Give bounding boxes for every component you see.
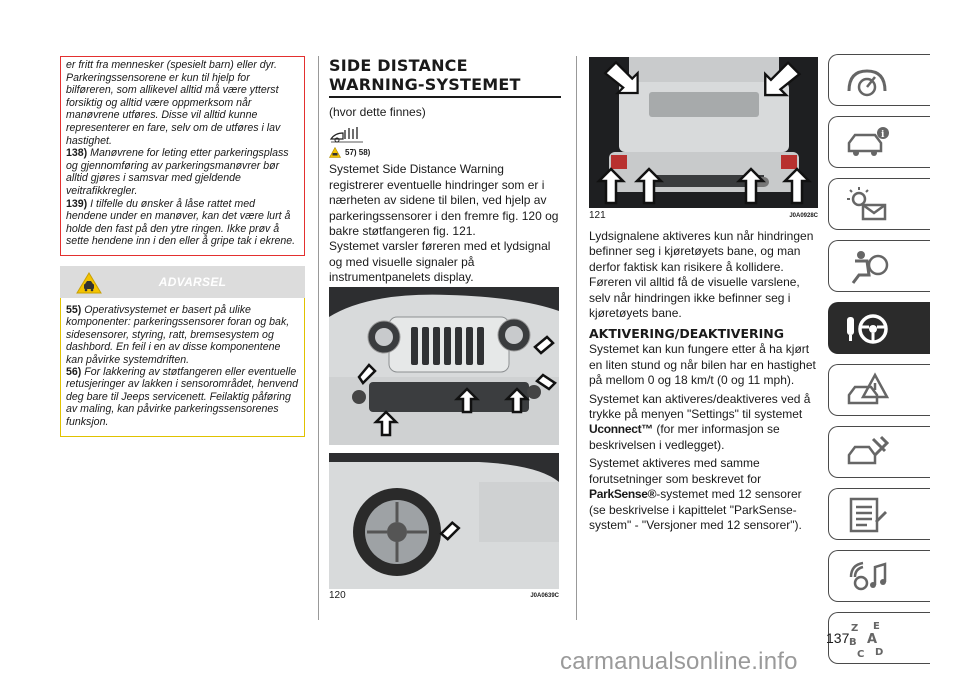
vehicle-version-icon <box>329 125 369 145</box>
note-text: I tilfelle du ønsker å låse rattet med hendene under en manøver, kan det være lurt å holde den fast på den ytre ringen. Ikke prøv å sette hendene inn i den eller å gripe tak i ekrene. <box>66 197 296 248</box>
jeep-front-photo <box>329 287 559 589</box>
activation-subtitle: AKTIVERING/DEAKTIVERING <box>589 326 784 342</box>
nav-tab-dashboard[interactable] <box>828 54 930 106</box>
jeep-rear-photo <box>589 57 818 208</box>
maintenance-icon <box>845 433 889 473</box>
middle-column <box>329 56 561 286</box>
technical-data-icon <box>845 495 889 535</box>
index-letter: E <box>873 621 880 632</box>
warning-refs <box>329 147 561 158</box>
figure-number: 121 <box>589 210 606 221</box>
note-num: 139) <box>66 197 88 210</box>
right-column <box>589 229 821 533</box>
note-intro: er fritt fra mennesker (spesielt barn) eller dyr. Parkeringssensorene er kun til hjelp for bilføreren, som allikevel alltid må være ytterst forsiktig og alltid være oppmerksom når manøvrene utføres. Disse vil alltid kunne representerer en fare, selv om de utføres i lav hastighet. <box>66 59 281 147</box>
index-letter: C <box>857 649 865 659</box>
airbag-icon <box>845 247 889 287</box>
warning-triangle-icon <box>329 147 341 158</box>
index-letter: A <box>867 632 878 647</box>
accident-icon <box>845 371 889 411</box>
note-text: Manøvrene for leting etter parkeringsplass og gjennomføring av parkeringsmanøvrer bør alltid gjøres i samsvar med gjeldende veitrafikkregler. <box>66 147 289 197</box>
note-num: 138) <box>66 147 88 160</box>
uconnect-label: Uconnect™ <box>589 422 653 437</box>
index-icon <box>845 619 889 659</box>
title-rule <box>329 96 561 98</box>
warning-header <box>60 266 305 298</box>
section-paragraph-1: Systemet Side Distance Warning registrerer eventuelle hindringer som er i nærheten av sidene til bilen, ved hjelp av parkeringssensorer i den fremre fig. 120 og bakre støtfangeren fig. 121. <box>329 162 559 239</box>
chapter-nav <box>828 54 930 674</box>
warning-text: For lakkering av støtfangeren eller eventuelle retusjeringer av lakken i sensorområdet, henvend deg bare til Jeeps servicenett. Feilaktig påføring av maling, kan påvirke parkeringssensorenes funksjon. <box>66 365 299 428</box>
nav-tab-safety[interactable] <box>828 240 930 292</box>
warning-item-56 <box>66 366 299 428</box>
col3-paragraph-5 <box>589 456 821 533</box>
warning-item-55 <box>66 304 299 366</box>
figure-number: 120 <box>329 590 346 601</box>
page-number: 137 <box>826 630 850 646</box>
nav-tab-multimedia[interactable] <box>828 550 930 602</box>
note-item-138 <box>66 147 299 197</box>
index-letter: D <box>875 647 884 658</box>
section-paragraph-2: Systemet varsler føreren med et lydsignal og med visuelle signaler på instrumentpanelets display. <box>329 239 551 285</box>
multimedia-icon <box>845 557 889 597</box>
nav-tab-driving[interactable] <box>828 302 930 354</box>
col3-paragraph-2: Føreren vil alltid få de visuelle varslene, selv når hindringen ikke befinner seg i kjøretøyets bane. <box>589 275 800 321</box>
left-column <box>60 56 305 437</box>
dashboard-icon <box>845 61 889 101</box>
warning-text: Operativsystemet er basert på ulike komponenter: parkeringssensorer foran og bak, sidesensorer, styring, ratt, bremsesystem og dashbord. En feil i en av disse komponentene kan påvirke systemdriften. <box>66 303 290 366</box>
col3-paragraph-4 <box>589 392 821 454</box>
nav-tab-warning-lights[interactable] <box>828 178 930 230</box>
column-divider <box>576 56 577 620</box>
nav-tab-emergency[interactable] <box>828 364 930 416</box>
availability-text: (hvor dette finnes) <box>329 105 426 119</box>
figure-120-photo <box>329 287 559 589</box>
figure-121-caption <box>589 210 818 221</box>
p5-text: Systemet aktiveres med samme forutsetninger som beskrevet for <box>589 456 762 486</box>
section-title: SIDE DISTANCE WARNING-SYSTEMET <box>329 56 521 94</box>
col3-paragraph-3: Systemet kan kun fungere etter å ha kjørt en liten stund og når bilen har en hastighet på mellom 0 og 18 km/t (0 og 11 mph). <box>589 342 816 388</box>
column-divider <box>318 56 319 620</box>
index-letter: Z <box>851 623 859 634</box>
index-letter: B <box>849 637 857 648</box>
figure-code: J0A0928C <box>789 213 818 219</box>
watermark: carmanualsonline.info <box>560 648 798 675</box>
parksense-label: ParkSense® <box>589 487 657 502</box>
warning-title: ADVARSEL <box>158 274 227 289</box>
warning-box <box>60 298 305 437</box>
warning-lights-icon <box>845 185 889 225</box>
p4-text: Systemet kan aktiveres/deaktiveres ved å trykke på menyen "Settings" til systemet <box>589 391 811 422</box>
safety-note-box <box>60 56 305 256</box>
figure-120-caption <box>329 590 559 601</box>
svg-text:i: i <box>881 130 885 140</box>
nav-tab-maintenance[interactable] <box>828 426 930 478</box>
warning-num: 56) <box>66 365 82 378</box>
note-item-139 <box>66 198 299 248</box>
p5-text-end: -systemet med 12 sensorer (se beskrivelse i kapittelet "ParkSense-system" - "Versjoner med 12 sensorer"). <box>589 487 802 532</box>
steering-icon <box>845 309 889 349</box>
refs-text: 57) 58) <box>345 148 371 158</box>
p4-text-end: (for mer informasjon se beskrivelsen i vedlegget). <box>589 422 780 452</box>
car-info-icon <box>845 123 889 163</box>
warning-num: 55) <box>66 303 82 316</box>
nav-tab-technical-data[interactable] <box>828 488 930 540</box>
figure-code: J0A0639C <box>530 593 559 599</box>
nav-tab-car-info[interactable] <box>828 116 930 168</box>
col3-paragraph-1: Lydsignalene aktiveres kun når hindringen befinner seg i kjøretøyets bane, og man derfor faktisk kan risikere å kollidere. <box>589 229 814 274</box>
figure-121-photo <box>589 57 818 208</box>
